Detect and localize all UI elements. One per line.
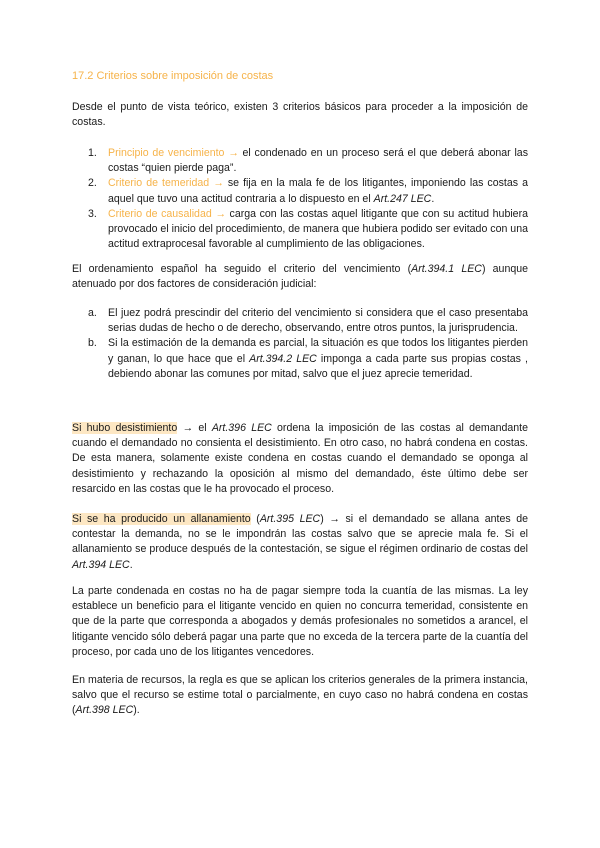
- article-reference: Art.394.2 LEC: [249, 352, 317, 365]
- highlighted-phrase: Si hubo desistimiento: [72, 422, 178, 434]
- criterion-tail: .: [431, 192, 435, 205]
- text-run: ) → si el demandado se allana antes de contestar la demanda, no se le impondrán las costas salvo que se aprecie mala fe. Si el allanamiento se produce después de la contestación, se sigue el régimen ordinario de costas del: [72, 513, 528, 556]
- ordenamiento-paragraph: [72, 262, 528, 292]
- article-reference: Art.247 LEC: [373, 192, 432, 205]
- highlighted-phrase: Si se ha producido un allanamiento: [72, 513, 251, 525]
- list-item: [88, 176, 528, 206]
- list-item: [88, 336, 528, 382]
- list-marker: 1.: [88, 147, 97, 159]
- arrow-symbol: →: [215, 207, 226, 220]
- criterion-label: Criterio de causalidad: [108, 207, 212, 220]
- list-marker: b.: [88, 337, 97, 350]
- criterion-label: Principio de vencimiento: [108, 147, 225, 159]
- parte-condenada-paragraph: La parte condenada en costas no ha de pagar siempre toda la cuantía de las mismas. La ley establece un beneficio para el litigante vencido en quien no concurra temeridad, consistente en que de la parte que corresponda a abogados y demás profesionales no sometidos a arancel, el litigante vencido sólo deberá pagar una parte que no exceda de la tercera parte de la cuantía del proceso, por cada uno de los litigantes vencedores.: [72, 585, 528, 658]
- recursos-paragraph: [72, 673, 528, 719]
- criteria-list: [88, 146, 528, 252]
- article-reference: Art.394.1 LEC: [411, 263, 482, 275]
- factor-text: imponga a cada parte sus propias costas , debiendo abonar las comunes por mitad, salvo que el juez aprecie temeridad.: [108, 352, 528, 380]
- criterion-text: se fija en la mala fe de los litigantes, imponiendo las costas a aquel que tuvo una actitud contraria a lo dispuesto en el: [108, 177, 528, 205]
- text-run: .: [129, 558, 133, 571]
- text-run: ordena la imposición de las costas al demandante cuando el demandado no consienta el desistimiento. En otro caso, no habrá condena en costas. De esta manera, solamente existe condena en costas cuando el demandado se oponga al desistimiento y rechazando la oposición al mismo del demandado, éste último debe ser resarcido en las costas que le ha provocado el proceso.: [72, 422, 529, 495]
- arrow-symbol: →: [213, 177, 224, 190]
- article-reference: Art.396 LEC: [211, 422, 272, 434]
- arrow-symbol: →: [228, 147, 239, 159]
- article-reference: Art.398 LEC: [75, 704, 134, 717]
- text-run: En materia de recursos, la regla es que se aplican los criterios generales de la primera instancia, salvo que el recurso se estime total o parcialmente, en cuyo caso no habrá condena en costas (: [72, 674, 528, 717]
- text-run: ).: [133, 704, 140, 717]
- intro-paragraph: Desde el punto de vista teórico, existen 3 criterios básicos para proceder a la imposición de costas.: [72, 101, 528, 129]
- text-run: (: [250, 513, 260, 525]
- text-run: ) aunque atenuado por dos factores de consideración judicial:: [72, 263, 529, 291]
- list-item: [88, 207, 528, 253]
- criterion-label: Criterio de temeridad: [108, 177, 210, 190]
- criterion-text: carga con las costas aquel litigante que con su actitud hubiera provocado el inicio del procedimiento, de manera que hubiera podido ser evitado con una actitud extraprocesal favorable al cumplimiento de las obligaciones.: [108, 207, 528, 251]
- article-reference: Art.395 LEC: [259, 513, 321, 525]
- desistimiento-paragraph: [72, 421, 528, 497]
- section-title: 17.2 Criterios sobre imposición de costas: [72, 70, 274, 82]
- allanamiento-paragraph: [72, 512, 528, 573]
- text-run: El ordenamiento español ha seguido el criterio del vencimiento (: [72, 263, 412, 275]
- list-item: [88, 146, 528, 176]
- list-marker: 3.: [88, 207, 97, 220]
- factor-text: Si la estimación de la demanda es parcial, la situación es que todos los litigantes pierden y ganan, lo que hace que el: [108, 337, 528, 365]
- list-marker: a.: [88, 307, 97, 319]
- list-item: [88, 306, 528, 336]
- factors-list: [88, 306, 528, 382]
- factor-text: El juez podrá prescindir del criterio del vencimiento si considera que el caso presentaba serias dudas de hecho o de derecho, observando, entre otros puntos, la jurisprudencia.: [108, 307, 528, 335]
- text-run: → el: [177, 422, 212, 434]
- criterion-text: el condenado en un proceso será el que deberá abonar las costas “quien pierde paga”.: [108, 147, 528, 175]
- list-marker: 2.: [88, 177, 97, 190]
- article-reference: Art.394 LEC: [72, 558, 130, 571]
